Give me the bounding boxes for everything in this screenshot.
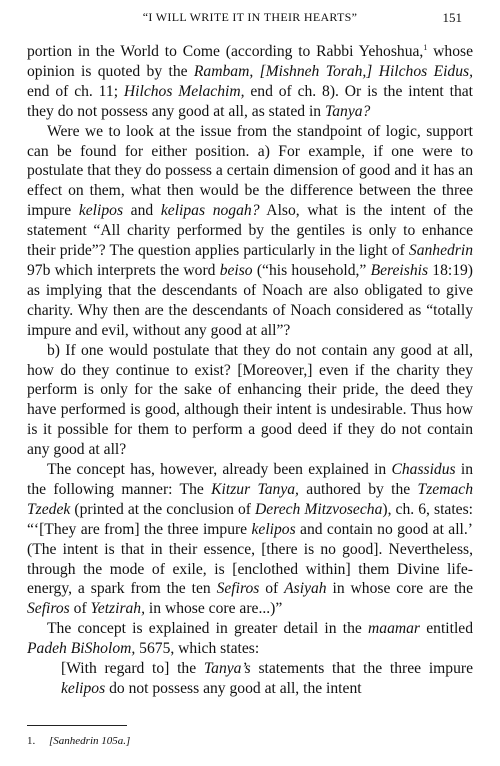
running-title: “I WILL WRITE IT IN THEIR HEARTS” [142,10,358,24]
italic-run: Yetzirah, [90,600,146,618]
text-run: (“his household,” [252,261,371,279]
italic-run: Derech Mitzvosecha [255,500,383,518]
text-run: 18:19) as implying that the descendants of Noach are also obligated to give charity. Why then are the descendants of Noach considered as “totally impure and evil, without any good at all”? [27,261,473,339]
text-run: end of ch. 8). Or is the intent that they do not possess any good at all, as stated in [27,82,474,120]
text-run: 97b which interprets the word [27,261,220,279]
page-header [0,10,500,30]
paragraph-1 [27,42,473,122]
italic-run: Sanhedrin [408,242,473,260]
text-run: do not possess any good at all, the intent [105,680,362,697]
footnote-divider [27,725,127,726]
italic-run: maamar [368,620,420,638]
footnote-ref: 1 [423,42,428,52]
text-run: 5675, which states: [135,640,260,658]
italic-run: Kitzur Tanya, [211,480,299,498]
text-run: end of ch. 11; [27,82,124,100]
paragraph-2 [27,122,473,341]
text-run: authored by the [298,480,418,498]
text-run: b) If one would postulate that they do not contain any good at all, how do they continue to exist? [Moreover,] even if the charity they perform is only for the sake of enhancing their pride, the deed they have performed is good, although their intent is undesirable. Thus how is it possible for them to perform a good deed if they do not contain any good at all? [27,341,473,459]
paragraph-5 [27,619,473,659]
italic-run: Chassidus [391,461,456,479]
paragraph-4 [27,460,473,619]
body-text [27,42,473,699]
italic-run: Sefiros [27,600,70,618]
text-run: in whose core are the [326,580,474,598]
italic-run: kelipos [61,680,106,697]
italic-run: Sefiros [216,580,260,598]
text-run: [With regard to] the [61,660,204,678]
text-run: in the following manner: The [27,461,473,498]
page-number: 151 [442,10,462,25]
text-run: The concept is explained in greater detail in the [47,620,369,638]
italic-run: beiso [219,261,253,279]
italic-run: kelipas nogah? [160,202,260,220]
italic-run: kelipos [251,520,296,538]
text-run: The concept has, however, already been explained in [47,461,392,479]
block-quote [61,659,473,699]
footnote [27,735,130,747]
text-run: statements that the three impure [250,660,473,678]
italic-run: Tanya’s [203,660,251,678]
text-run: Were we to look at the issue from the standpoint of logic, support can be found for either position. a) For example, if one were to postulate that they do possess a certain dimension of good and it has an effect on them, what then would be the difference between the three impure [27,122,473,220]
text-run: portion in the World to Come (according to Rabbi Yehoshua, [27,43,424,60]
footnote-number: 1. [27,735,36,747]
italic-run: Tzemach Tzedek [27,480,473,518]
italic-run: Hilchos Melachim, [123,82,245,100]
italic-run: Rambam, [Mishneh Torah,] Hilchos Eidus, [193,62,473,80]
italic-run: Padeh BiSholom, [27,640,136,658]
text-run: entitled [420,620,473,638]
italic-run: Asiyah [284,580,327,598]
text-run: of [69,600,91,618]
text-run: and contain no good at all.’ (The intent is that in their essence, [there is no good]. Nevertheless, through the mode of exile, is [enclothed within] them Divine life-energy, a spark from the ten [27,520,473,598]
text-run: whose opinion is quoted by the [27,43,473,80]
italic-run: Tanya? [324,102,371,120]
paragraph-3 [27,341,473,460]
text-run: (printed at the conclusion of [70,500,256,518]
text-run: in whose core are...)” [145,600,283,618]
text-run: ), ch. 6, states: “‘[They are from] the three impure [27,500,474,538]
text-run: Also, what is the intent of the statement “All charity performed by the gentiles is only to enhance their pride”? The question applies particularly in the light of [27,202,473,260]
italic-run: Bereishis [370,261,429,279]
text-run: and [123,202,161,220]
italic-run: kelipos [78,202,124,220]
footnote-text: [Sanhedrin 105a.] [49,735,131,747]
text-run: of [259,580,285,598]
